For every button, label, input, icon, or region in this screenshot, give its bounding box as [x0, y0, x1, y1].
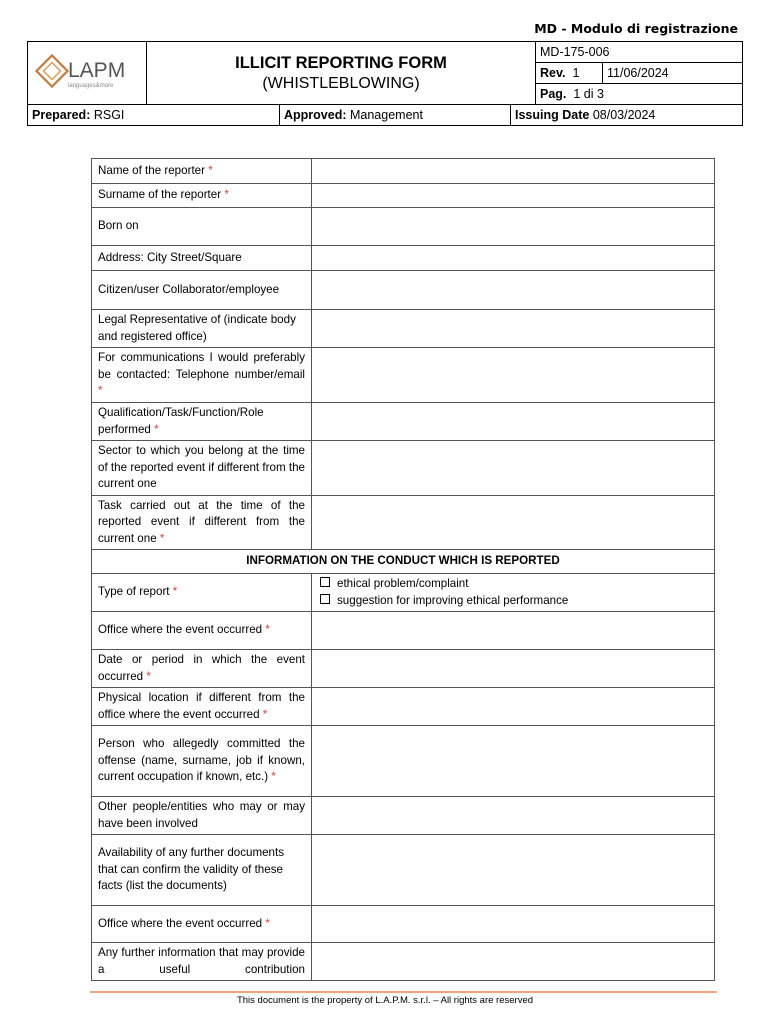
field-label: Office where the event occurred *	[92, 906, 312, 943]
logo-text: LAPM	[68, 58, 126, 82]
form-row	[92, 348, 715, 403]
address-input[interactable]	[312, 246, 715, 271]
report-type-options	[312, 574, 715, 612]
legal-representative-input[interactable]	[312, 310, 715, 348]
field-label: Address: City Street/Square	[92, 246, 312, 271]
physical-location-input[interactable]	[312, 688, 715, 726]
field-label: Physical location if different from the office where the event occurred *	[92, 688, 312, 726]
name-input[interactable]	[312, 159, 715, 184]
field-label: Date or period in which the event occurred *	[92, 650, 312, 688]
field-label: For communications I would preferably be contacted: Telephone number/email *	[92, 348, 312, 403]
section-header-row	[92, 550, 715, 574]
field-label: Citizen/user Collaborator/employee	[92, 271, 312, 310]
checkbox[interactable]	[320, 577, 330, 587]
logo-subtext: languages&more	[68, 82, 114, 89]
form-row	[92, 650, 715, 688]
field-label: Born on	[92, 208, 312, 246]
module-label: MD - Modulo di registrazione	[534, 21, 738, 36]
option-suggestion[interactable]: suggestion for improving ethical performance	[320, 593, 708, 610]
field-label: Other people/entities who may or may have been involved	[92, 797, 312, 835]
field-label: Name of the reporter *	[92, 159, 312, 184]
birth-date-input[interactable]	[312, 208, 715, 246]
form-row	[92, 835, 715, 906]
footer-divider	[90, 991, 717, 993]
other-people-input[interactable]	[312, 797, 715, 835]
office-input[interactable]	[312, 612, 715, 650]
form-row	[92, 726, 715, 797]
form-row	[92, 184, 715, 208]
form-row	[92, 441, 715, 496]
field-label: Surname of the reporter *	[92, 184, 312, 208]
offender-input[interactable]	[312, 726, 715, 797]
revision-cell: Rev. 1	[536, 63, 603, 84]
field-label: Qualification/Task/Function/Role performed *	[92, 403, 312, 441]
field-label: Person who allegedly committed the offense (name, surname, job if known, current occupation if known, etc.) *	[92, 726, 312, 797]
field-label: Legal Representative of (indicate body and registered office)	[92, 310, 312, 348]
qualification-input[interactable]	[312, 403, 715, 441]
contact-input[interactable]	[312, 348, 715, 403]
sector-input[interactable]	[312, 441, 715, 496]
office-repeat-input[interactable]	[312, 906, 715, 943]
document-code: MD-175-006	[536, 42, 743, 63]
form-row	[92, 943, 715, 981]
field-label: Sector to which you belong at the time of the reported event if different from the current one	[92, 441, 312, 496]
task-input[interactable]	[312, 495, 715, 550]
form-row	[92, 906, 715, 943]
form-row	[92, 797, 715, 835]
citizen-role-input[interactable]	[312, 271, 715, 310]
form-row	[92, 403, 715, 441]
field-label: Type of report *	[92, 574, 312, 612]
form-row	[92, 574, 715, 612]
footer-text: This document is the property of L.A.P.M. s.r.l. – All rights are reserved	[236, 995, 534, 1006]
documents-input[interactable]	[312, 835, 715, 906]
prepared-field: Prepared: RSGI	[32, 108, 125, 122]
date-period-input[interactable]	[312, 650, 715, 688]
form-row	[92, 310, 715, 348]
field-label: Office where the event occurred *	[92, 612, 312, 650]
title-cell	[147, 42, 536, 105]
checkbox[interactable]	[320, 594, 330, 604]
form-row	[92, 612, 715, 650]
approved-field: Approved: Management	[279, 105, 510, 125]
form-subtitle: (WHISTLEBLOWING)	[262, 74, 420, 92]
issuing-date-field: Issuing Date 08/03/2024	[510, 105, 655, 125]
reporting-form-table	[91, 158, 715, 981]
form-row	[92, 271, 715, 310]
form-title: ILLICIT REPORTING FORM	[235, 53, 447, 72]
field-label: Any further information that may provide a useful contribution	[92, 943, 312, 981]
document-header	[27, 41, 743, 126]
option-ethical-problem[interactable]: ethical problem/complaint	[320, 576, 708, 593]
surname-input[interactable]	[312, 184, 715, 208]
form-row	[92, 688, 715, 726]
lapm-logo	[35, 52, 139, 92]
section-title: INFORMATION ON THE CONDUCT WHICH IS REPORTED	[92, 550, 715, 574]
form-row	[92, 495, 715, 550]
field-label: Task carried out at the time of the reported event if different from the current one *	[92, 495, 312, 550]
form-row	[92, 208, 715, 246]
revision-date: 11/06/2024	[603, 63, 743, 84]
logo-cell	[28, 42, 147, 105]
page-cell: Pag. 1 di 3	[536, 84, 743, 105]
form-row	[92, 159, 715, 184]
field-label: Availability of any further documents that can confirm the validity of these facts (list the documents)	[92, 835, 312, 906]
form-row	[92, 246, 715, 271]
further-info-input[interactable]	[312, 943, 715, 981]
